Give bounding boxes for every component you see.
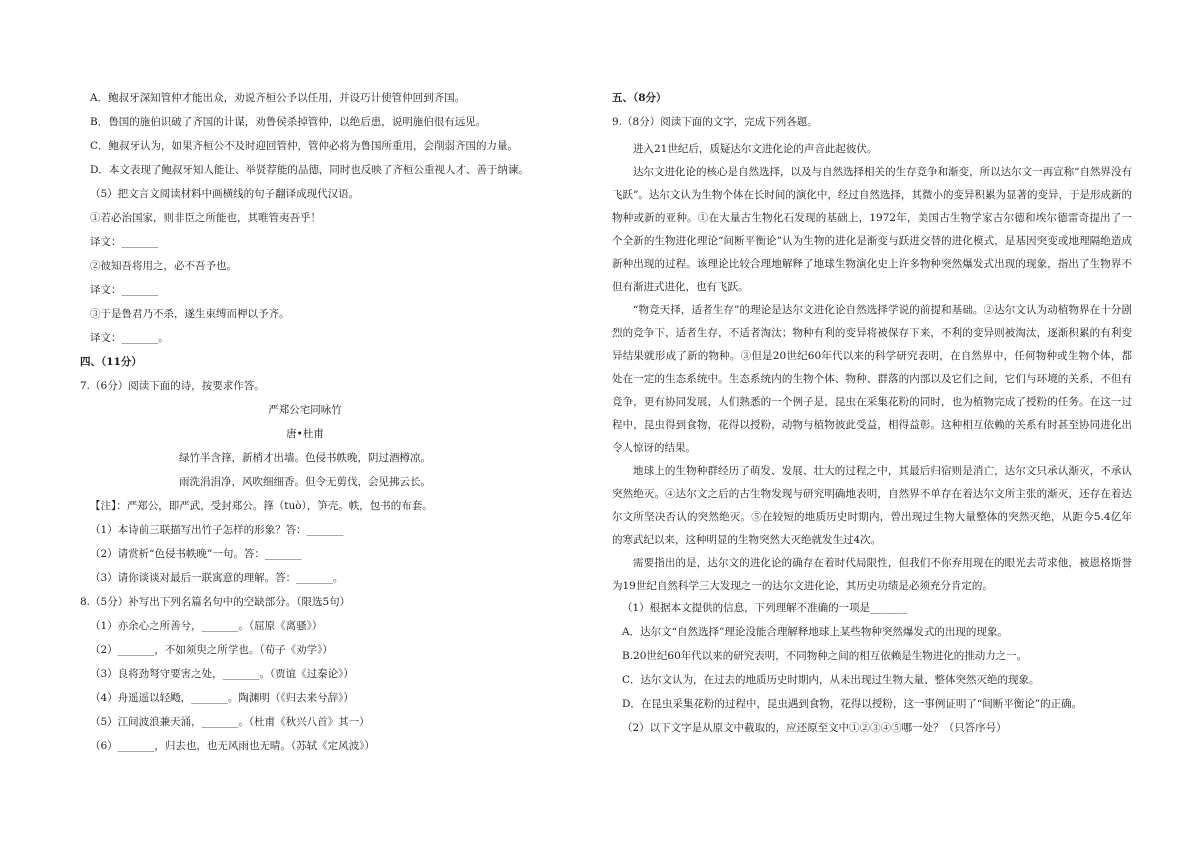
q6-option-a: A．鲍叔牙深知管仲才能出众，劝说齐桓公予以任用，并设巧计使管仲回到齐国。 [90,92,466,104]
q9-2: （2）以下文字是从原文中截取的，应还原至文中①②③④⑤哪一处？（只答序号） [622,722,1007,734]
passage-paragraph-5: 需要指出的是，达尔文的进化论的确存在着时代局限性，但我们不你弃用现在的眼光去苛求他，被恩格斯誉为19世纪自然科学三大发现之一的达尔文进化论，其历史功绩是必须充分肯定的。 [612,557,1132,592]
q7-2: （2）请赏析“色侵书帙晚”一句。答：_______ [90,548,302,560]
q9-prompt: 9.（8分）阅读下面的文字，完成下列各题。 [612,116,818,128]
passage-paragraph-4: 地球上的生物种群经历了萌发、发展、壮大的过程之中，其最后归宿则是消亡，达尔文只承认渐灭，不承认突然绝灭。④达尔文之后的古生物发现与研究明确地表明，自然界不单存在着达尔文所主张的渐灭，还存在着达尔文所坚决否认的突然绝灭。⑤在较短的地质历史时期内，曾出现过生物大量整体的突然灭绝，从距今5.4亿年的寒武纪以来，这种明显的生物突然大灭绝就发生过4次。 [612,465,1132,546]
right-column [612,90,1132,744]
q9-1: （1）根据本文提供的信息，下列理解不准确的一项是_______ [622,602,907,614]
passage-paragraph-1: 进入21世纪后，质疑达尔文进化论的声音此起彼伏。 [633,143,878,155]
q9-option-a: A．达尔文“自然选择”理论没能合理解释地球上某些物种突然爆发式的出现的现象。 [622,626,1008,638]
sentence-1: ①若必治国家，则非臣之所能也，其唯管夷吾乎！ [90,212,321,224]
q9-option-b: B.20世纪60年代以来的研究表明，不同物种之间的相互依赖是生物进化的推动力之一。 [622,650,1028,662]
q6-option-d: D．本文表现了鲍叔牙知人能让、举贤荐能的品德，同时也反映了齐桓公重视人才、善于纳谏。 [90,164,529,176]
section-4-heading: 四、（11分） [80,356,142,368]
translation-1: 译文：_______ [90,236,159,248]
q8-4: （4）舟遥遥以轻飏，_______。陶渊明（《归去来兮辞》） [90,692,354,704]
q7-3: （3）请你谈谈对最后一联寓意的理解。答：_______。 [90,572,344,584]
q8-2: （2）_______，不如须臾之所学也。（荀子《劝学》） [90,644,333,656]
sentence-2: ②彼知吾将用之，必不吾予也。 [90,260,237,272]
poem-line-1: 绿竹半含箨，新梢才出墙。色侵书帙晚，阴过酒樽凉。 [179,452,431,464]
translation-3: 译文：_______。 [90,332,169,344]
translation-2: 译文：_______ [90,284,159,296]
left-column [80,90,530,762]
q9-option-d: D．在昆虫采集花粉的过程中，昆虫遇到食物，花得以授粉，这一事例证明了“间断平衡论”的正确。 [622,698,1083,710]
q6-option-c: C．鲍叔牙认为，如果齐桓公不及时迎回管仲，管仲必将为鲁国所重用，会削弱齐国的力量。 [90,140,519,152]
q8-5: （5）江间波浪兼天涌，_______。（杜甫《秋兴八首》其一） [90,716,370,728]
sentence-3: ③于是鲁君乃不杀，遂生束缚而柙以予齐。 [90,308,290,320]
q7-1: （1）本诗前三联描写出竹子怎样的形象？答：_______ [90,524,344,536]
poem-author: 唐•杜甫 [286,428,324,440]
passage-paragraph-3: “物竞天择，适者生存”的理论是达尔文进化论自然选择学说的前提和基础。②达尔文认为动植物界在十分剧烈的竞争下，适者生存，不适者淘汰；物种有利的变异将被保存下来，不利的变异则被淘汰，逐渐积累的有利变异结果就形成了新的物种。③但是20世纪60年代以来的科学研究表明，在自然界中，任何物种或生物个体，都处在一定的生态系统中。生态系统内的生物个体、物种、群落的内部以及它们之间，它们与环境的关系，不但有竞争，更有协同发展，人们熟悉的一个例子是，昆虫在采集花粉的同时，也为植物完成了授粉的任务。在这一过程中，昆虫得到食物，花得以授粉，动物与植物彼此受益，相得益彰。这种相互依赖的关系有时甚至协同进化出令人惊讶的结果。 [612,304,1132,454]
q7-prompt: 7.（6分）阅读下面的诗，按要求作答。 [80,380,265,392]
section-5-heading: 五、（8分） [612,92,667,104]
q9-option-c: C．达尔文认为，在过去的地质历史时期内，从未出现过生物大量、整体突然灭绝的现象。 [622,674,1040,686]
q8-6: （6）_______，归去也，也无风雨也无晴。（苏轼《定风波》） [90,740,375,752]
poem-note: 【注】：严郑公，即严武，受封郑公。箨（tuò），笋壳。帙，包书的布套。 [90,500,433,512]
passage-paragraph-2: 达尔文进化论的核心是自然选择，以及与自然选择相关的生存竞争和渐变，所以达尔文一再宣称“自然界没有飞跃”。达尔文认为生物个体在长时间的演化中，经过自然选择，其微小的变异积累为显著的变异，于是形成新的物种或新的亚种。①在大量古生物化石发现的基础上，1972年，美国古生物学家古尔德和埃尔德雷奇提出了一个全新的生物进化理论“间断平衡论”认为生物的进化是渐变与跃进交替的进化模式，是基因突变或地理隔绝造成新种出现的过程。该理论比较合理地解释了地球生物演化史上许多物种突然爆发式出现的现象，指出了生物界不但有渐进式进化，也有飞跃。 [612,166,1132,293]
q8-prompt: 8.（5分）补写出下列名篇名句中的空缺部分。（限选5句） [80,596,351,608]
q8-1: （1）亦余心之所善兮，_______。（屈原《离骚》） [90,620,323,632]
q6-option-b: B．鲁国的施伯识破了齐国的计谋，劝鲁侯杀掉管仲，以绝后患，说明施伯很有远见。 [90,116,487,128]
q6-5-prompt: （5）把文言文阅读材料中画横线的句子翻译成现代汉语。 [90,188,360,200]
poem-title: 严郑公宅同咏竹 [268,404,342,416]
q8-3: （3）良将劲弩守要害之处，_______。（贾谊《过秦论》） [90,668,354,680]
poem-line-2: 雨洗涓涓净，风吹细细香。但令无剪伐，会见拂云长。 [179,476,431,488]
